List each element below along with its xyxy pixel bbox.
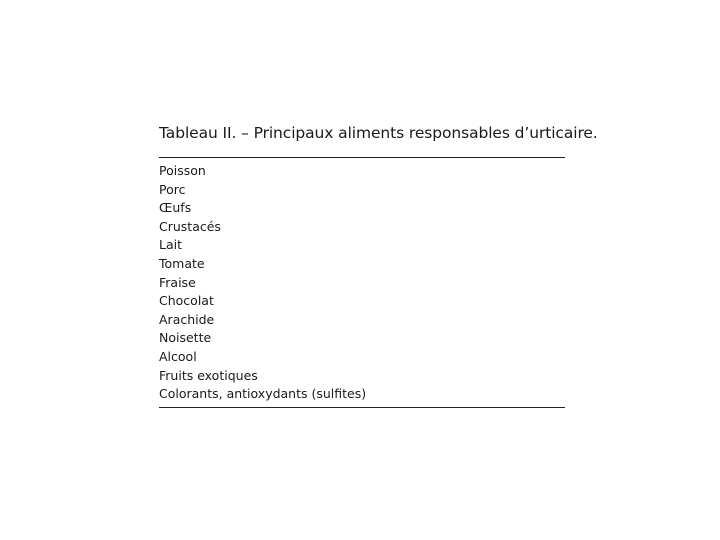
- table-row: Œufs: [159, 200, 192, 216]
- table-row: Arachide: [159, 311, 215, 327]
- table-row: Colorants, antioxydants (sulfites): [159, 386, 367, 402]
- table-row: Noisette: [159, 330, 212, 346]
- table-title: Tableau II. – Principaux aliments responsables d’urticaire.: [159, 124, 598, 142]
- table-row: Fruits exotiques: [159, 367, 258, 383]
- table-row: Tomate: [159, 255, 205, 271]
- table-row: Porc: [159, 181, 186, 197]
- table-bottom-rule: [159, 407, 565, 408]
- table-rows: [159, 158, 565, 407]
- table-row: Fraise: [159, 274, 196, 290]
- table-row: Lait: [159, 237, 182, 253]
- table-row: Chocolat: [159, 293, 214, 309]
- table-row: Poisson: [159, 163, 206, 178]
- table-row: Crustacés: [159, 218, 221, 234]
- food-table: [159, 122, 598, 408]
- table-row: Alcool: [159, 348, 197, 364]
